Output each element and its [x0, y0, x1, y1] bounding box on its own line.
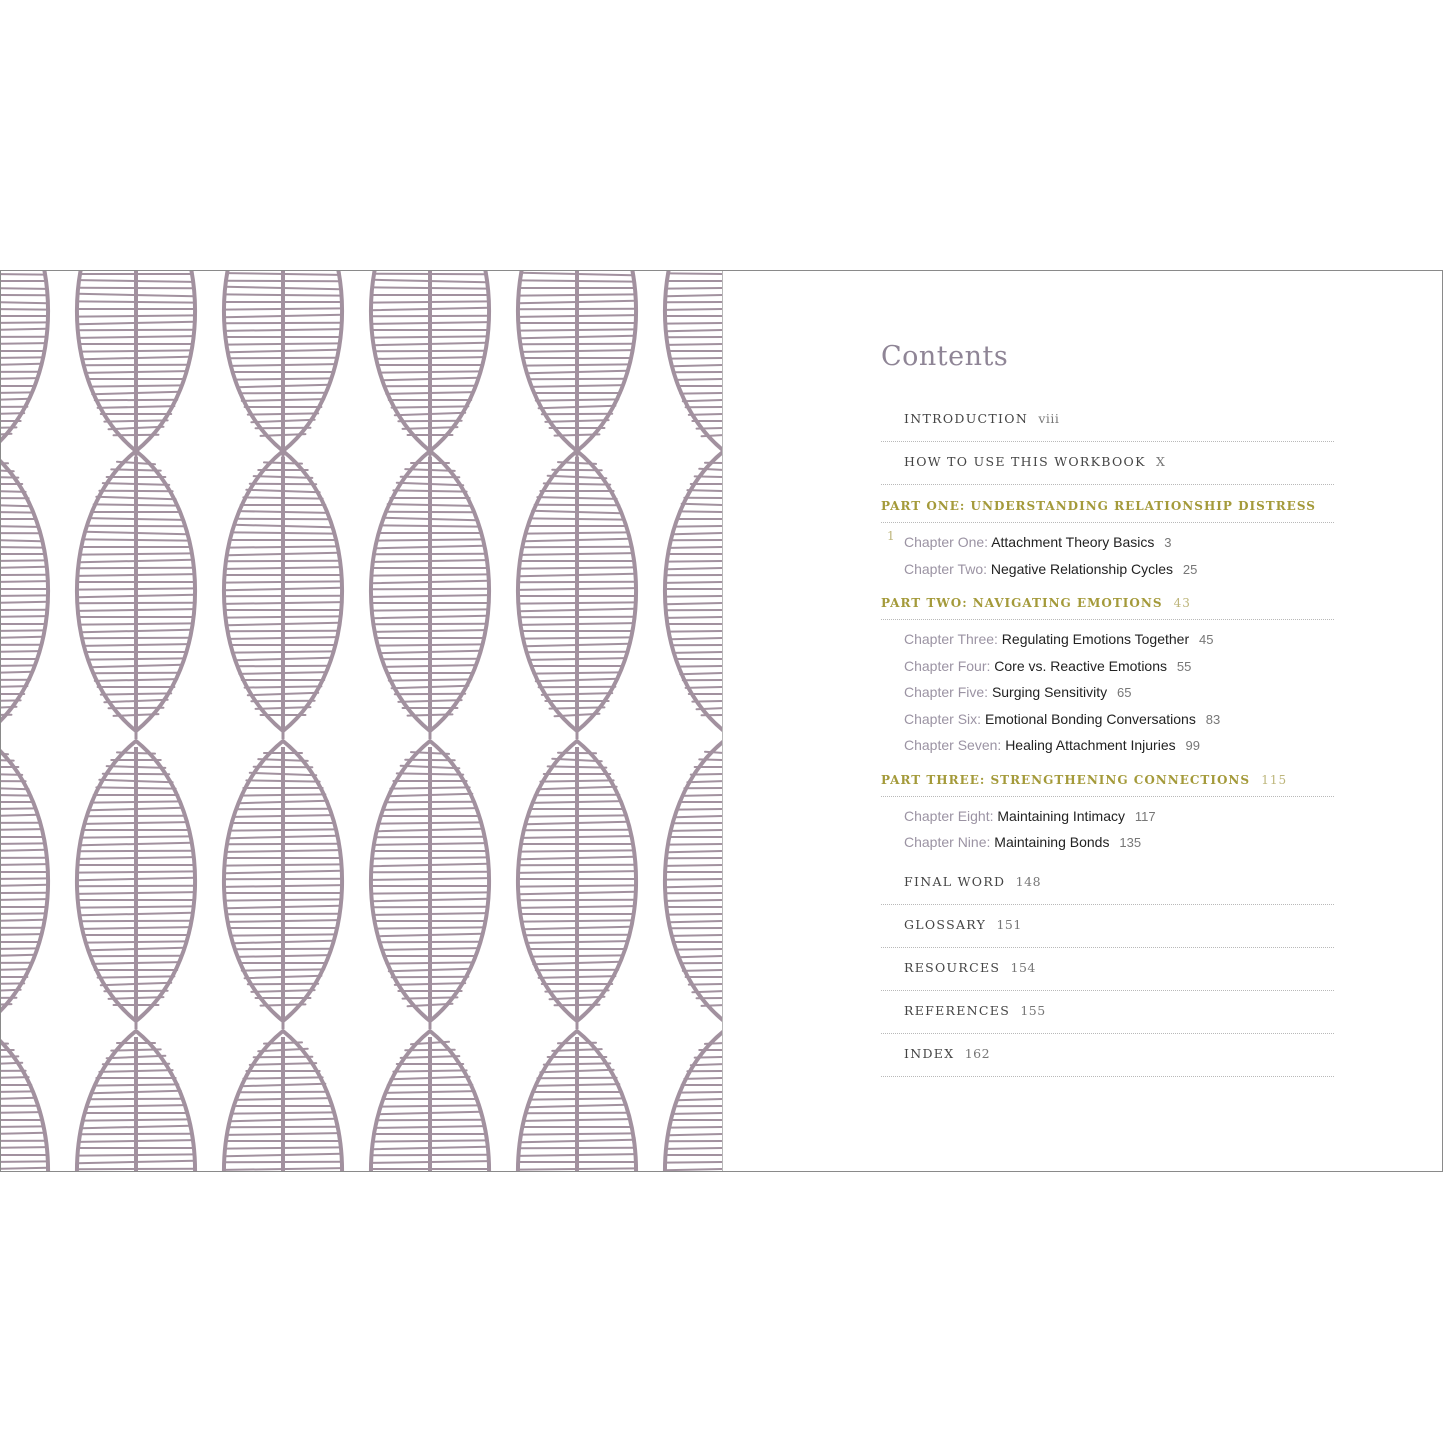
chapter-page: 3 — [1164, 535, 1172, 550]
chapter-number: Chapter Nine: — [904, 834, 991, 850]
leaf-icon — [371, 741, 489, 1029]
toc-chapter-six — [881, 706, 1334, 733]
toc-entry-page: 155 — [1020, 1002, 1046, 1018]
chapter-title: Emotional Bonding Conversations — [984, 710, 1196, 727]
leaf-icon — [224, 451, 342, 739]
leaf-pattern-illustration — [1, 271, 722, 1171]
toc-entry-page: X — [1156, 454, 1166, 469]
toc-entry-label: HOW TO USE THIS WORKBOOK — [904, 454, 1146, 469]
part-page: 115 — [1261, 772, 1288, 787]
chapter-number: Chapter Five: — [904, 684, 989, 700]
toc-entry-label: FINAL WORD — [904, 873, 1006, 889]
part-page: 43 — [1173, 596, 1191, 610]
toc-entry-label: INDEX — [904, 1045, 955, 1061]
toc-entry-how-to-use — [881, 442, 1334, 485]
toc-part-three — [881, 765, 1334, 797]
leaf-icon — [77, 741, 195, 1029]
chapter-number: Chapter Four: — [904, 657, 991, 674]
chapter-page: 45 — [1199, 632, 1214, 647]
leaf-icon — [371, 271, 489, 459]
leaf-icon — [77, 271, 195, 459]
toc-entry-label: RESOURCES — [904, 959, 1001, 975]
chapter-number: Chapter Six: — [904, 710, 982, 727]
chapter-title: Healing Attachment Injuries — [1005, 737, 1176, 753]
toc-entry-page: 148 — [1015, 873, 1042, 889]
chapter-number: Chapter One: — [904, 534, 989, 550]
toc-entry-final-word — [881, 862, 1334, 905]
leaf-icon — [1, 741, 48, 1029]
leaf-icon — [1, 271, 48, 459]
leaf-icon — [1, 1031, 48, 1171]
toc-entry-references — [881, 991, 1334, 1034]
chapter-number: Chapter Seven: — [904, 737, 1002, 753]
toc-entry-page: viii — [1038, 411, 1060, 426]
leaf-icon — [224, 271, 342, 459]
chapter-page: 55 — [1176, 658, 1192, 674]
toc-entry-page: 162 — [964, 1045, 991, 1061]
toc-entry-resources — [881, 948, 1334, 991]
part-label: PART TWO: NAVIGATING EMOTIONS — [881, 596, 1163, 610]
toc-chapter-three — [881, 626, 1334, 653]
leaf-icon — [665, 271, 722, 459]
toc-chapter-eight — [881, 803, 1334, 830]
chapter-page: 65 — [1117, 685, 1132, 700]
toc-entry-label: REFERENCES — [904, 1002, 1011, 1018]
book-spread — [0, 270, 1443, 1172]
toc-entry-glossary — [881, 905, 1334, 948]
toc-entry-label: GLOSSARY — [904, 916, 987, 932]
leaf-icon — [224, 741, 342, 1029]
part-label: PART THREE: STRENGTHENING CONNECTIONS — [881, 772, 1251, 787]
chapter-title: Maintaining Intimacy — [997, 807, 1126, 824]
leaf-icon — [518, 1031, 636, 1171]
toc-entry-label: INTRODUCTION — [904, 411, 1029, 426]
toc-chapter-two — [881, 556, 1334, 583]
leaf-icon — [665, 451, 722, 739]
part-page: 1 — [887, 529, 896, 543]
chapter-number: Chapter Eight: — [904, 807, 994, 824]
chapter-page: 25 — [1182, 561, 1198, 577]
toc-entry-page: 151 — [996, 916, 1022, 932]
chapter-title: Negative Relationship Cycles — [990, 560, 1173, 577]
toc-chapter-four — [881, 653, 1334, 680]
toc-entry-page: 154 — [1010, 959, 1036, 975]
part-label: PART ONE: UNDERSTANDING RELATIONSHIP DISTRESS — [881, 499, 1316, 513]
toc-chapter-one — [881, 529, 1334, 556]
toc-part-two — [881, 588, 1334, 620]
leaf-icon — [665, 1031, 722, 1171]
toc-chapter-seven — [881, 732, 1334, 759]
leaf-icon — [518, 451, 636, 739]
chapter-title: Regulating Emotions Together — [1001, 631, 1190, 647]
toc-chapter-five — [881, 679, 1334, 706]
chapter-page: 83 — [1205, 711, 1221, 727]
leaf-icon — [371, 1031, 489, 1171]
chapter-page: 135 — [1119, 835, 1142, 850]
chapter-title: Attachment Theory Basics — [991, 534, 1155, 550]
chapter-title: Maintaining Bonds — [994, 834, 1110, 850]
leaf-icon — [665, 741, 722, 1029]
chapter-number: Chapter Three: — [904, 631, 998, 647]
leaf-icon — [371, 451, 489, 739]
toc-entry-index — [881, 1034, 1334, 1077]
chapter-title: Surging Sensitivity — [991, 684, 1108, 700]
leaf-icon — [518, 741, 636, 1029]
chapter-title: Core vs. Reactive Emotions — [994, 657, 1167, 674]
leaf-icon — [77, 451, 195, 739]
leaf-icon — [77, 1031, 195, 1171]
leaf-icon — [1, 451, 48, 739]
toc-list — [881, 399, 1334, 1077]
toc-chapter-nine — [881, 829, 1334, 856]
chapter-number: Chapter Two: — [904, 560, 988, 577]
chapter-page: 99 — [1185, 738, 1200, 753]
page-title: Contents — [881, 341, 1009, 372]
leaf-pattern-page — [1, 271, 723, 1171]
leaf-icon — [224, 1031, 342, 1171]
contents-page — [723, 271, 1443, 1171]
chapter-page: 117 — [1134, 808, 1156, 824]
toc-entry-introduction — [881, 399, 1334, 442]
leaf-icon — [518, 271, 636, 459]
